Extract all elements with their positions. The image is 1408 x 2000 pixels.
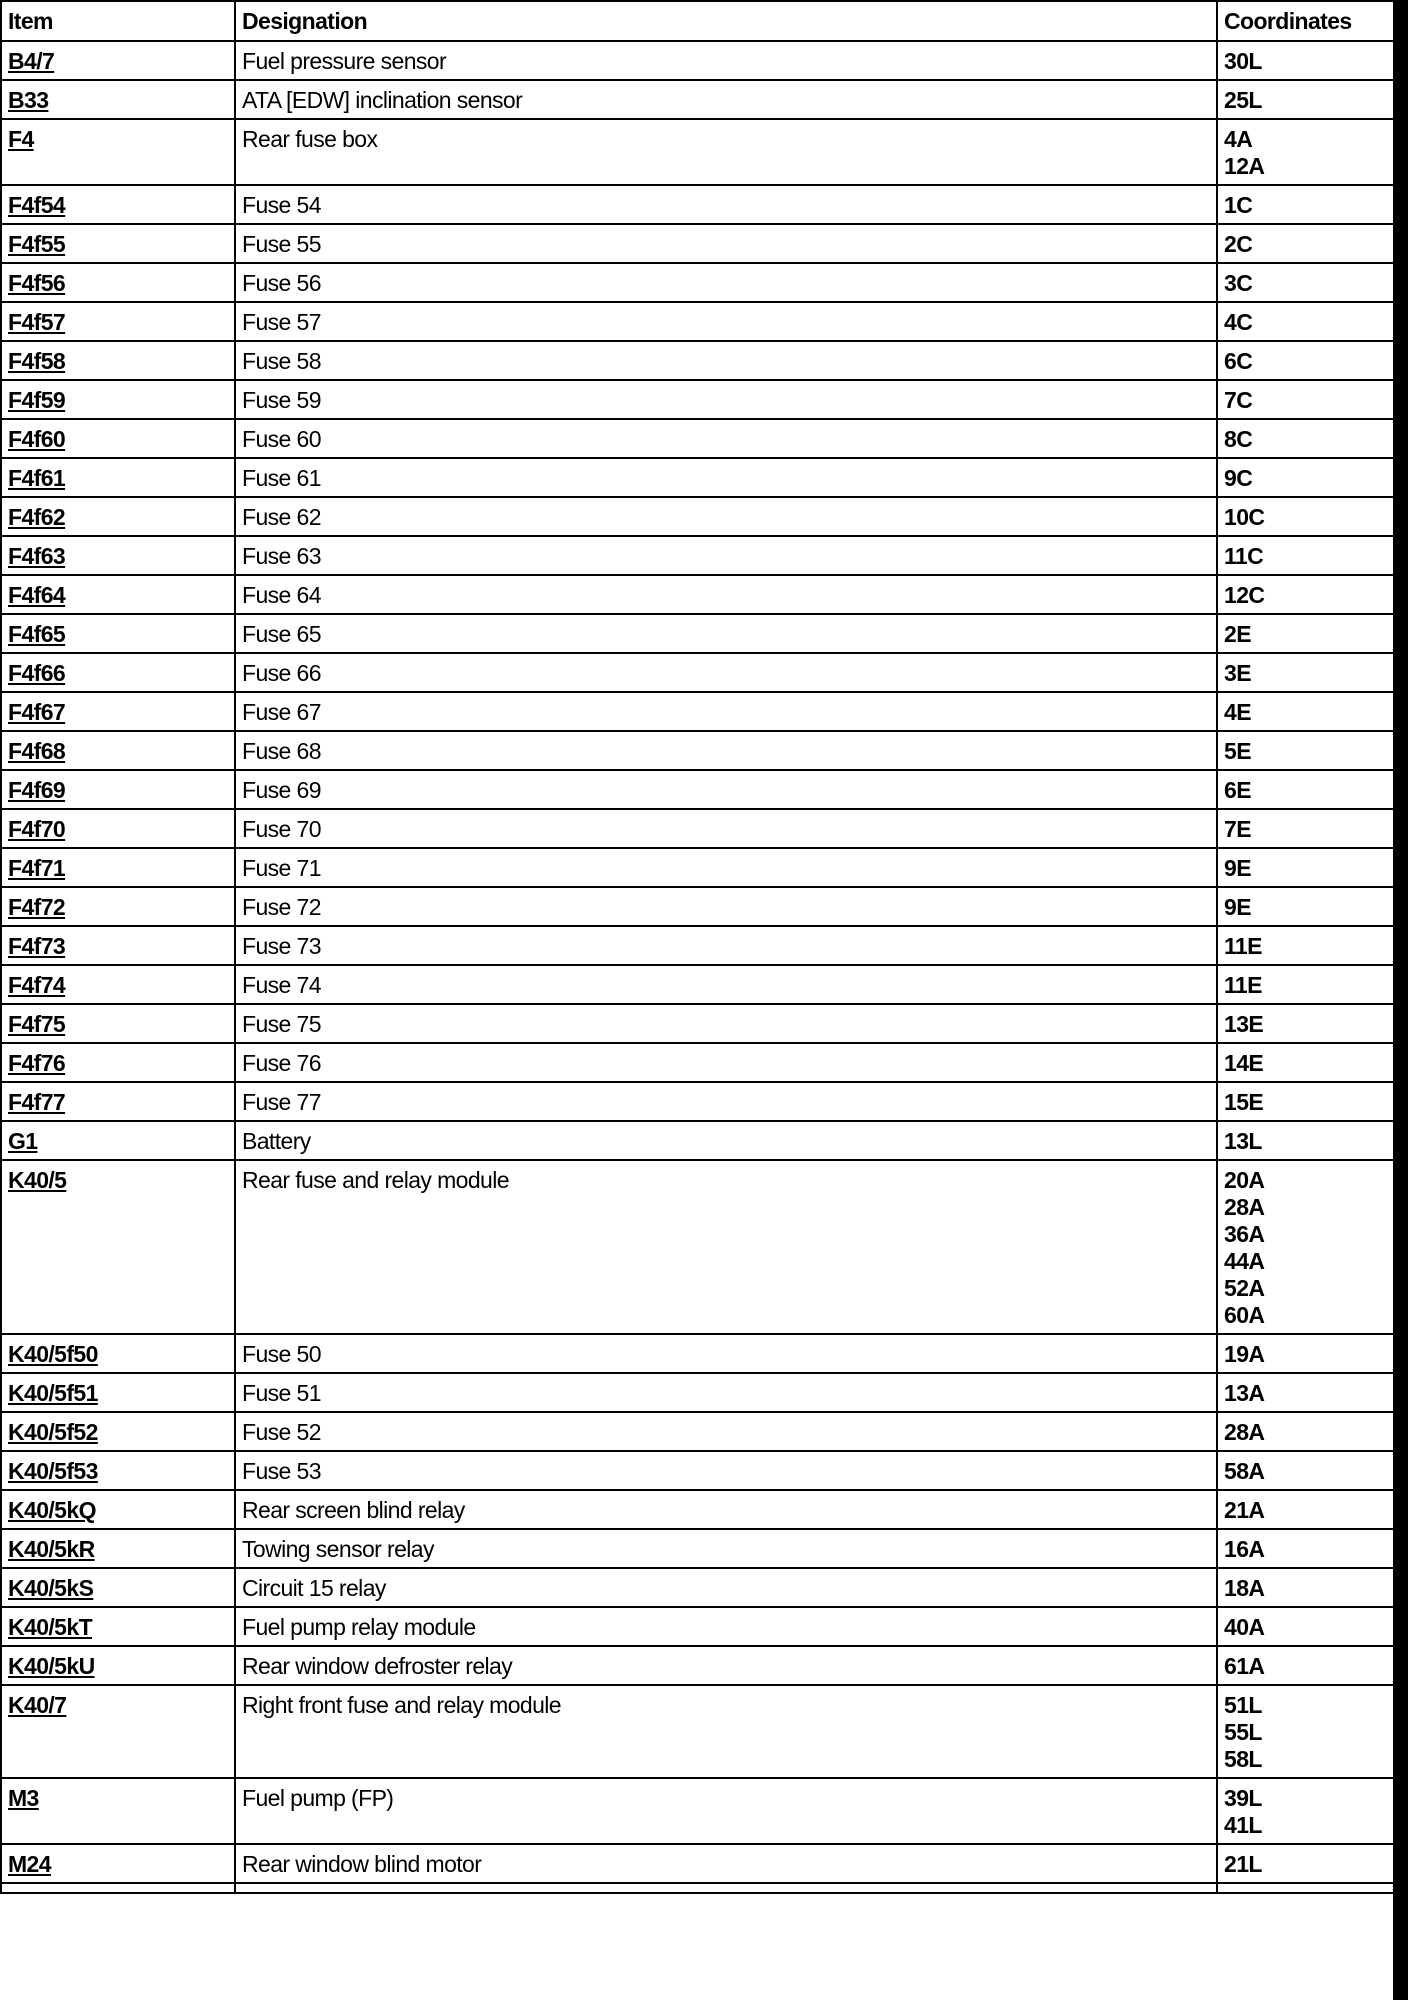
item-link[interactable]: F4f73 bbox=[8, 933, 66, 959]
coordinate-value: 12C bbox=[1224, 582, 1265, 608]
item-link[interactable]: K40/5f50 bbox=[8, 1341, 98, 1367]
designation-cell: Fuse 77 bbox=[235, 1082, 1217, 1121]
coordinates-cell bbox=[1217, 80, 1394, 119]
designation-cell: Fuse 61 bbox=[235, 458, 1217, 497]
coordinates-cell bbox=[1217, 1373, 1394, 1412]
designation-cell: Fuse 59 bbox=[235, 380, 1217, 419]
item-cell bbox=[1, 692, 235, 731]
coordinates-cell bbox=[1217, 419, 1394, 458]
table-row bbox=[1, 887, 1394, 926]
item-link[interactable]: B33 bbox=[8, 87, 49, 113]
coordinate-value: 1C bbox=[1224, 192, 1253, 218]
coordinates-cell bbox=[1217, 1685, 1394, 1778]
item-cell bbox=[1, 1778, 235, 1844]
designation-cell: Fuse 51 bbox=[235, 1373, 1217, 1412]
table-row bbox=[1, 1844, 1394, 1883]
designation-cell: ATA [EDW] inclination sensor bbox=[235, 80, 1217, 119]
table-row bbox=[1, 224, 1394, 263]
table-row-continuation bbox=[1, 1883, 1394, 1893]
header-item: Item bbox=[1, 1, 235, 41]
item-link[interactable]: F4f57 bbox=[8, 309, 66, 335]
table-row bbox=[1, 341, 1394, 380]
coordinates-cell bbox=[1217, 809, 1394, 848]
table-row bbox=[1, 1004, 1394, 1043]
coordinates-cell bbox=[1217, 1490, 1394, 1529]
item-cell bbox=[1, 1529, 235, 1568]
coordinates-cell bbox=[1217, 1412, 1394, 1451]
table-row bbox=[1, 1451, 1394, 1490]
header-coordinates: Coordinates bbox=[1217, 1, 1394, 41]
item-cell bbox=[1, 614, 235, 653]
designation-cell: Fuse 67 bbox=[235, 692, 1217, 731]
coordinate-value: 36A bbox=[1224, 1221, 1265, 1247]
table-row bbox=[1, 1121, 1394, 1160]
item-cell bbox=[1, 1121, 235, 1160]
table-row bbox=[1, 1160, 1394, 1334]
table-row bbox=[1, 731, 1394, 770]
item-link[interactable]: K40/5kQ bbox=[8, 1497, 96, 1523]
table-row bbox=[1, 926, 1394, 965]
item-link[interactable]: G1 bbox=[8, 1128, 38, 1154]
designation-cell: Fuse 55 bbox=[235, 224, 1217, 263]
empty-cell bbox=[235, 1883, 1217, 1893]
coordinates-cell bbox=[1217, 614, 1394, 653]
coordinate-value: 60A bbox=[1224, 1302, 1265, 1328]
designation-cell: Fuse 69 bbox=[235, 770, 1217, 809]
item-cell bbox=[1, 809, 235, 848]
table-row bbox=[1, 497, 1394, 536]
item-cell bbox=[1, 1490, 235, 1529]
designation-cell: Right front fuse and relay module bbox=[235, 1685, 1217, 1778]
coordinate-value: 10C bbox=[1224, 504, 1265, 530]
coordinates-cell bbox=[1217, 731, 1394, 770]
item-cell bbox=[1, 575, 235, 614]
empty-cell bbox=[1, 1883, 235, 1893]
table-row bbox=[1, 1082, 1394, 1121]
table-row bbox=[1, 1334, 1394, 1373]
item-cell bbox=[1, 302, 235, 341]
item-link[interactable]: F4f66 bbox=[8, 660, 66, 686]
item-cell bbox=[1, 965, 235, 1004]
item-cell bbox=[1, 1568, 235, 1607]
table-row bbox=[1, 575, 1394, 614]
coordinates-cell bbox=[1217, 1082, 1394, 1121]
coordinates-cell bbox=[1217, 1607, 1394, 1646]
designation-cell: Fuse 53 bbox=[235, 1451, 1217, 1490]
item-cell bbox=[1, 419, 235, 458]
item-cell bbox=[1, 848, 235, 887]
table-row bbox=[1, 1646, 1394, 1685]
table-row bbox=[1, 1373, 1394, 1412]
item-cell bbox=[1, 1412, 235, 1451]
coordinate-value: 41L bbox=[1224, 1812, 1262, 1838]
coordinate-value: 9E bbox=[1224, 894, 1251, 920]
item-link[interactable]: F4f56 bbox=[8, 270, 66, 296]
coordinate-value: 44A bbox=[1224, 1248, 1265, 1274]
coordinate-value: 19A bbox=[1224, 1341, 1265, 1367]
coordinate-value: 13E bbox=[1224, 1011, 1264, 1037]
table-row bbox=[1, 458, 1394, 497]
table-row bbox=[1, 1412, 1394, 1451]
item-link[interactable]: K40/5kU bbox=[8, 1653, 95, 1679]
coordinate-value: 13L bbox=[1224, 1128, 1262, 1154]
item-link[interactable]: F4f68 bbox=[8, 738, 66, 764]
coordinate-value: 11E bbox=[1224, 933, 1262, 959]
coordinates-cell bbox=[1217, 1334, 1394, 1373]
coordinate-value: 55L bbox=[1224, 1719, 1262, 1745]
coordinates-cell bbox=[1217, 1121, 1394, 1160]
coordinates-cell bbox=[1217, 224, 1394, 263]
table-row bbox=[1, 1778, 1394, 1844]
coordinate-value: 4E bbox=[1224, 699, 1251, 725]
item-link[interactable]: F4f58 bbox=[8, 348, 66, 374]
table-row bbox=[1, 770, 1394, 809]
coordinate-value: 2E bbox=[1224, 621, 1251, 647]
coordinates-cell bbox=[1217, 380, 1394, 419]
coordinates-cell bbox=[1217, 1004, 1394, 1043]
item-link[interactable]: B4/7 bbox=[8, 48, 55, 74]
coordinate-value: 52A bbox=[1224, 1275, 1265, 1301]
coordinate-value: 7C bbox=[1224, 387, 1253, 413]
item-cell bbox=[1, 1373, 235, 1412]
item-link[interactable]: M3 bbox=[8, 1785, 39, 1811]
item-link[interactable]: K40/7 bbox=[8, 1692, 67, 1718]
coordinate-value: 30L bbox=[1224, 48, 1262, 74]
designation-cell: Rear fuse and relay module bbox=[235, 1160, 1217, 1334]
item-link[interactable]: F4f63 bbox=[8, 543, 66, 569]
item-cell bbox=[1, 119, 235, 185]
item-link[interactable]: F4f75 bbox=[8, 1011, 66, 1037]
item-cell bbox=[1, 536, 235, 575]
coordinates-cell bbox=[1217, 497, 1394, 536]
coordinates-cell bbox=[1217, 575, 1394, 614]
coordinate-value: 20A bbox=[1224, 1167, 1265, 1193]
designation-cell: Fuse 63 bbox=[235, 536, 1217, 575]
coordinate-value: 21L bbox=[1224, 1851, 1262, 1877]
coordinates-cell bbox=[1217, 887, 1394, 926]
coordinate-value: 3E bbox=[1224, 660, 1251, 686]
item-cell bbox=[1, 1082, 235, 1121]
coordinates-cell bbox=[1217, 1529, 1394, 1568]
item-link[interactable]: F4f59 bbox=[8, 387, 66, 413]
item-link[interactable]: F4f69 bbox=[8, 777, 66, 803]
item-cell bbox=[1, 653, 235, 692]
designation-cell: Circuit 15 relay bbox=[235, 1568, 1217, 1607]
designation-cell: Fuse 71 bbox=[235, 848, 1217, 887]
item-cell bbox=[1, 1646, 235, 1685]
coordinate-value: 16A bbox=[1224, 1536, 1265, 1562]
designation-cell: Fuse 54 bbox=[235, 185, 1217, 224]
item-link[interactable]: F4f62 bbox=[8, 504, 66, 530]
coordinate-value: 25L bbox=[1224, 87, 1262, 113]
table-row bbox=[1, 536, 1394, 575]
designation-cell: Fuse 50 bbox=[235, 1334, 1217, 1373]
coordinate-value: 9E bbox=[1224, 855, 1251, 881]
coordinates-cell bbox=[1217, 119, 1394, 185]
designation-cell: Fuel pressure sensor bbox=[235, 41, 1217, 80]
designation-cell: Fuse 60 bbox=[235, 419, 1217, 458]
item-cell bbox=[1, 497, 235, 536]
table-row bbox=[1, 263, 1394, 302]
table-row bbox=[1, 1529, 1394, 1568]
designation-cell: Rear screen blind relay bbox=[235, 1490, 1217, 1529]
item-cell bbox=[1, 1160, 235, 1334]
coordinate-value: 13A bbox=[1224, 1380, 1265, 1406]
table-row bbox=[1, 119, 1394, 185]
designation-cell: Battery bbox=[235, 1121, 1217, 1160]
coordinate-value: 58A bbox=[1224, 1458, 1265, 1484]
item-cell bbox=[1, 1004, 235, 1043]
coordinates-cell bbox=[1217, 185, 1394, 224]
coordinates-cell bbox=[1217, 263, 1394, 302]
table-body bbox=[1, 41, 1394, 1893]
coordinate-value: 39L bbox=[1224, 1785, 1262, 1811]
item-link[interactable]: K40/5kT bbox=[8, 1614, 93, 1640]
coordinates-cell bbox=[1217, 1451, 1394, 1490]
item-link[interactable]: F4f60 bbox=[8, 426, 66, 452]
item-cell bbox=[1, 380, 235, 419]
item-cell bbox=[1, 341, 235, 380]
item-link[interactable]: F4f77 bbox=[8, 1089, 66, 1115]
designation-cell: Rear window defroster relay bbox=[235, 1646, 1217, 1685]
coordinate-value: 4A bbox=[1224, 126, 1253, 152]
coordinates-cell bbox=[1217, 1160, 1394, 1334]
item-cell bbox=[1, 224, 235, 263]
item-cell bbox=[1, 926, 235, 965]
coordinate-value: 6E bbox=[1224, 777, 1251, 803]
item-cell bbox=[1, 1334, 235, 1373]
designation-cell: Fuse 74 bbox=[235, 965, 1217, 1004]
designation-cell: Fuse 66 bbox=[235, 653, 1217, 692]
item-cell bbox=[1, 731, 235, 770]
item-link[interactable]: F4f76 bbox=[8, 1050, 66, 1076]
item-link[interactable]: F4f72 bbox=[8, 894, 66, 920]
item-link[interactable]: F4f61 bbox=[8, 465, 66, 491]
designation-cell: Fuse 72 bbox=[235, 887, 1217, 926]
designation-cell: Towing sensor relay bbox=[235, 1529, 1217, 1568]
item-link[interactable]: F4f64 bbox=[8, 582, 66, 608]
item-cell bbox=[1, 41, 235, 80]
item-link[interactable]: F4f71 bbox=[8, 855, 66, 881]
designation-cell: Fuse 62 bbox=[235, 497, 1217, 536]
coordinate-value: 15E bbox=[1224, 1089, 1264, 1115]
table-row bbox=[1, 41, 1394, 80]
item-cell bbox=[1, 1685, 235, 1778]
coordinates-cell bbox=[1217, 458, 1394, 497]
coordinate-value: 11E bbox=[1224, 972, 1262, 998]
designation-cell: Rear fuse box bbox=[235, 119, 1217, 185]
item-link[interactable]: K40/5 bbox=[8, 1167, 67, 1193]
coordinate-value: 51L bbox=[1224, 1692, 1262, 1718]
table-row bbox=[1, 185, 1394, 224]
designation-cell: Rear window blind motor bbox=[235, 1844, 1217, 1883]
table-row bbox=[1, 1043, 1394, 1082]
designation-cell: Fuse 76 bbox=[235, 1043, 1217, 1082]
item-link[interactable]: F4f67 bbox=[8, 699, 66, 725]
coordinate-value: 4C bbox=[1224, 309, 1253, 335]
designation-cell: Fuse 57 bbox=[235, 302, 1217, 341]
designation-cell: Fuse 64 bbox=[235, 575, 1217, 614]
item-cell bbox=[1, 80, 235, 119]
item-cell bbox=[1, 1451, 235, 1490]
table-row bbox=[1, 380, 1394, 419]
page-edge-bar bbox=[1393, 0, 1408, 2000]
item-link[interactable]: M24 bbox=[8, 1851, 51, 1877]
coordinate-value: 12A bbox=[1224, 153, 1265, 179]
designation-cell: Fuse 52 bbox=[235, 1412, 1217, 1451]
header-row bbox=[1, 1, 1394, 41]
table-row bbox=[1, 848, 1394, 887]
item-link[interactable]: K40/5f53 bbox=[8, 1458, 98, 1484]
designation-cell: Fuse 70 bbox=[235, 809, 1217, 848]
item-cell bbox=[1, 263, 235, 302]
coordinates-cell bbox=[1217, 1568, 1394, 1607]
item-cell bbox=[1, 458, 235, 497]
table-row bbox=[1, 1568, 1394, 1607]
designation-cell: Fuse 75 bbox=[235, 1004, 1217, 1043]
coordinates-cell bbox=[1217, 1844, 1394, 1883]
item-link[interactable]: F4f54 bbox=[8, 192, 66, 218]
coordinates-cell bbox=[1217, 302, 1394, 341]
table-row bbox=[1, 1607, 1394, 1646]
coordinates-cell bbox=[1217, 1646, 1394, 1685]
designation-cell: Fuse 73 bbox=[235, 926, 1217, 965]
item-link[interactable]: K40/5kR bbox=[8, 1536, 95, 1562]
item-cell bbox=[1, 1043, 235, 1082]
coordinates-cell bbox=[1217, 848, 1394, 887]
coordinate-value: 21A bbox=[1224, 1497, 1265, 1523]
coordinates-cell bbox=[1217, 653, 1394, 692]
item-link[interactable]: K40/5f52 bbox=[8, 1419, 98, 1445]
designation-cell: Fuel pump relay module bbox=[235, 1607, 1217, 1646]
coordinates-cell bbox=[1217, 341, 1394, 380]
coordinate-value: 9C bbox=[1224, 465, 1253, 491]
coordinate-value: 40A bbox=[1224, 1614, 1265, 1640]
table-row bbox=[1, 302, 1394, 341]
table-row bbox=[1, 809, 1394, 848]
designation-cell: Fuse 65 bbox=[235, 614, 1217, 653]
item-cell bbox=[1, 1844, 235, 1883]
coordinate-value: 28A bbox=[1224, 1194, 1265, 1220]
table-row bbox=[1, 80, 1394, 119]
coordinate-value: 11C bbox=[1224, 543, 1264, 569]
coordinate-value: 14E bbox=[1224, 1050, 1264, 1076]
item-link[interactable]: K40/5kS bbox=[8, 1575, 94, 1601]
designation-cell: Fuse 56 bbox=[235, 263, 1217, 302]
designation-cell: Fuse 58 bbox=[235, 341, 1217, 380]
item-cell bbox=[1, 887, 235, 926]
coordinate-value: 18A bbox=[1224, 1575, 1265, 1601]
item-link[interactable]: K40/5f51 bbox=[8, 1380, 98, 1406]
coordinates-cell bbox=[1217, 926, 1394, 965]
coordinate-value: 8C bbox=[1224, 426, 1253, 452]
coordinates-cell bbox=[1217, 965, 1394, 1004]
table-row bbox=[1, 614, 1394, 653]
coordinate-value: 61A bbox=[1224, 1653, 1265, 1679]
coordinate-value: 3C bbox=[1224, 270, 1253, 296]
item-cell bbox=[1, 185, 235, 224]
coordinate-value: 28A bbox=[1224, 1419, 1265, 1445]
header-designation: Designation bbox=[235, 1, 1217, 41]
item-link[interactable]: F4f55 bbox=[8, 231, 66, 257]
coordinates-cell bbox=[1217, 41, 1394, 80]
table-row bbox=[1, 419, 1394, 458]
coordinates-cell bbox=[1217, 536, 1394, 575]
table-row bbox=[1, 1685, 1394, 1778]
item-link[interactable]: F4f70 bbox=[8, 816, 66, 842]
item-link[interactable]: F4f65 bbox=[8, 621, 66, 647]
table-row bbox=[1, 653, 1394, 692]
item-cell bbox=[1, 1607, 235, 1646]
coordinates-cell bbox=[1217, 692, 1394, 731]
coordinate-value: 5E bbox=[1224, 738, 1251, 764]
coordinate-value: 7E bbox=[1224, 816, 1251, 842]
coordinates-cell bbox=[1217, 1778, 1394, 1844]
coordinates-cell bbox=[1217, 770, 1394, 809]
item-cell bbox=[1, 770, 235, 809]
coordinates-cell bbox=[1217, 1043, 1394, 1082]
item-link[interactable]: F4 bbox=[8, 126, 34, 152]
coordinate-value: 6C bbox=[1224, 348, 1253, 374]
coordinate-value: 2C bbox=[1224, 231, 1253, 257]
table-row bbox=[1, 1490, 1394, 1529]
designation-cell: Fuse 68 bbox=[235, 731, 1217, 770]
item-link[interactable]: F4f74 bbox=[8, 972, 66, 998]
empty-cell bbox=[1217, 1883, 1394, 1893]
designation-cell: Fuel pump (FP) bbox=[235, 1778, 1217, 1844]
table-row bbox=[1, 692, 1394, 731]
table-row bbox=[1, 965, 1394, 1004]
coordinate-value: 58L bbox=[1224, 1746, 1262, 1772]
